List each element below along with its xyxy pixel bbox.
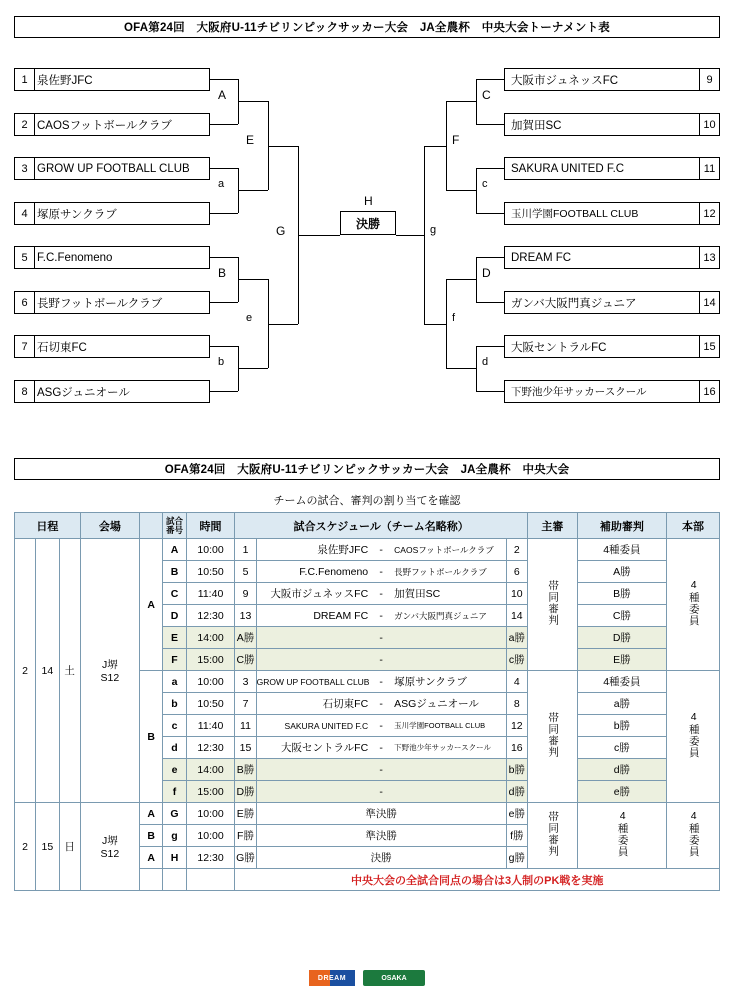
day1-weekday: 土 xyxy=(59,539,80,803)
match-code: a xyxy=(163,671,186,693)
match-right-num: c勝 xyxy=(506,649,527,671)
match-left-num: 1 xyxy=(235,539,256,561)
match-assistant: C勝 xyxy=(577,605,666,627)
bracket-line xyxy=(476,346,477,391)
day2-group: B xyxy=(140,825,163,847)
match-fixture xyxy=(256,583,506,605)
match-left-num: G勝 xyxy=(235,847,256,869)
bracket-line xyxy=(476,79,504,80)
bracket-line xyxy=(210,257,238,258)
match-assistant: a勝 xyxy=(577,693,666,715)
match-left-num: E勝 xyxy=(235,803,256,825)
match-time: 12:30 xyxy=(186,737,235,759)
match-right-num: 8 xyxy=(506,693,527,715)
match-dash: - xyxy=(379,631,383,644)
team-name: 石切東FC xyxy=(37,341,87,354)
match-right-team: 下野池少年サッカースクール xyxy=(394,743,491,752)
team-seed-number: 9 xyxy=(699,69,719,90)
day2-weekday: 日 xyxy=(59,803,80,891)
bracket-line xyxy=(476,124,504,125)
team-name: 玉川学園FOOTBALL CLUB xyxy=(511,208,639,220)
team-name: GROW UP FOOTBALL CLUB xyxy=(37,162,190,175)
team-seed-number: 4 xyxy=(15,203,35,224)
team-name: ASGジュニオール xyxy=(37,386,130,399)
bracket-line xyxy=(210,346,238,347)
match-assistant: c勝 xyxy=(577,737,666,759)
bracket-line xyxy=(446,190,476,191)
bracket-line xyxy=(238,368,268,369)
day2-assistant: 4種委員 xyxy=(577,803,666,869)
bracket-team-left-4 xyxy=(14,202,210,225)
match-left-team: F.C.Fenomeno xyxy=(299,565,369,578)
bracket-node-g: g xyxy=(430,224,437,236)
bracket-node-F: F xyxy=(452,133,460,147)
col-header-match-no: 試合番号 xyxy=(163,513,186,539)
bracket-line xyxy=(298,235,340,236)
match-assistant: D勝 xyxy=(577,627,666,649)
match-assistant: E勝 xyxy=(577,649,666,671)
match-left-num: 15 xyxy=(235,737,256,759)
match-left-team: 大阪セントラルFC xyxy=(280,742,369,754)
day2-day: 15 xyxy=(36,803,59,891)
bracket-line xyxy=(210,391,238,392)
team-seed-number: 15 xyxy=(699,336,719,357)
bracket-line xyxy=(210,79,238,80)
match-code: f xyxy=(163,781,186,803)
match-fixture xyxy=(256,539,506,561)
bracket-node-C: C xyxy=(482,88,491,102)
bracket-team-left-5 xyxy=(14,246,210,269)
match-left-num: 5 xyxy=(235,561,256,583)
match-dash: - xyxy=(379,697,383,710)
bracket-line xyxy=(396,235,424,236)
match-right-team: 玉川学園FOOTBALL CLUB xyxy=(394,721,486,730)
match-right-team: ASGジュニオール xyxy=(394,698,479,710)
match-code: E xyxy=(163,627,186,649)
day1-groupB-label: B xyxy=(140,671,163,803)
match-right-team: 長野フットボールクラブ xyxy=(394,566,487,577)
schedule-subnote: チームの試合、審判の割り当てを確認 xyxy=(273,495,461,507)
footer-logos xyxy=(0,970,734,986)
match-code: A xyxy=(163,539,186,561)
col-header-assistant: 補助審判 xyxy=(577,513,666,539)
match-right-num: e勝 xyxy=(506,803,527,825)
match-fixture xyxy=(256,715,506,737)
bracket-line xyxy=(424,146,446,147)
match-left-team: 泉佐野JFC xyxy=(317,544,369,556)
match-right-num: 6 xyxy=(506,561,527,583)
match-time: 12:30 xyxy=(186,605,235,627)
day1-groupB-referee: 帯同審判 xyxy=(527,671,577,803)
bracket-team-right-13 xyxy=(504,246,720,269)
match-right-num: 2 xyxy=(506,539,527,561)
match-time: 15:00 xyxy=(186,781,235,803)
match-right-num: 14 xyxy=(506,605,527,627)
day2-referee: 帯同審判 xyxy=(527,803,577,869)
col-header-venue: 会場 xyxy=(80,513,139,539)
match-right-team: 加賀田SC xyxy=(394,588,441,600)
match-code: e xyxy=(163,759,186,781)
match-code: G xyxy=(163,803,186,825)
team-seed-number: 8 xyxy=(15,381,35,402)
bracket-node-D: D xyxy=(482,266,491,280)
match-code: b xyxy=(163,693,186,715)
match-left-num: 9 xyxy=(235,583,256,605)
day1-groupA-referee: 帯同審判 xyxy=(527,539,577,671)
day1-venue-line2: S12 xyxy=(100,672,120,684)
match-code: B xyxy=(163,561,186,583)
bracket-team-left-7 xyxy=(14,335,210,358)
match-time: 12:30 xyxy=(186,847,235,869)
team-seed-number: 14 xyxy=(699,292,719,313)
col-header-time: 時間 xyxy=(186,513,235,539)
match-assistant: e勝 xyxy=(577,781,666,803)
match-right-num: 16 xyxy=(506,737,527,759)
bracket-line xyxy=(210,124,238,125)
team-name: 塚原サンクラブ xyxy=(37,208,117,221)
osaka-football-association-logo: OSAKA xyxy=(363,970,425,986)
team-name: ガンバ大阪門真ジュニア xyxy=(511,297,637,310)
match-dash: - xyxy=(379,675,383,688)
match-time: 11:40 xyxy=(186,583,235,605)
bracket-node-d: d xyxy=(482,356,489,368)
match-time: 10:50 xyxy=(186,693,235,715)
table-row xyxy=(15,539,720,561)
match-time: 10:00 xyxy=(186,803,235,825)
team-name: SAKURA UNITED F.C xyxy=(511,162,625,175)
match-dash: - xyxy=(379,565,383,578)
match-left-num: 13 xyxy=(235,605,256,627)
bracket-team-left-2 xyxy=(14,113,210,136)
bracket-title: OFA第24回 大阪府U-11チビリンピックサッカー大会 JA全農杯 中央大会トーナメント表 xyxy=(14,16,720,38)
bracket-line xyxy=(238,101,268,102)
match-left-num: F勝 xyxy=(235,825,256,847)
match-left-team: SAKURA UNITED F.C xyxy=(284,720,369,731)
day1-venue xyxy=(80,539,139,803)
bracket-line xyxy=(238,190,268,191)
bracket-team-right-15 xyxy=(504,335,720,358)
match-right-num: 12 xyxy=(506,715,527,737)
final-label: 決勝 xyxy=(355,216,380,231)
table-header-row xyxy=(15,513,720,539)
match-dash: - xyxy=(379,653,383,666)
match-left-num: 11 xyxy=(235,715,256,737)
bracket-line xyxy=(238,279,268,280)
col-header-date: 日程 xyxy=(15,513,81,539)
match-time: 10:50 xyxy=(186,561,235,583)
bracket-team-left-3 xyxy=(14,157,210,180)
col-header-fixture: 試合スケジュール（チーム名略称） xyxy=(235,513,527,539)
bracket-node-e: e xyxy=(246,312,253,324)
match-time: 10:00 xyxy=(186,671,235,693)
pk-note: 中央大会の全試合同点の場合は3人制のPK戦を実施 xyxy=(235,869,720,891)
team-name: 泉佐野JFC xyxy=(37,74,93,87)
team-seed-number: 16 xyxy=(699,381,719,402)
schedule-table xyxy=(14,512,720,891)
team-name: 加賀田SC xyxy=(511,119,562,132)
day2-group: A xyxy=(140,803,163,825)
bracket-team-right-16 xyxy=(504,380,720,403)
day1-month: 2 xyxy=(15,539,36,803)
bracket-team-right-14 xyxy=(504,291,720,314)
match-fixture xyxy=(256,737,506,759)
tournament-bracket xyxy=(0,46,734,446)
bracket-line xyxy=(476,257,504,258)
bracket-team-right-9 xyxy=(504,68,720,91)
day1-groupA-hq: 4種委員 xyxy=(666,539,719,671)
match-fixture xyxy=(256,561,506,583)
bracket-line xyxy=(476,168,504,169)
bracket-node-B: B xyxy=(218,266,227,280)
bracket-line xyxy=(476,79,477,124)
match-fixture xyxy=(256,671,506,693)
bracket-team-left-6 xyxy=(14,291,210,314)
match-left-num: D勝 xyxy=(235,781,256,803)
bracket-line xyxy=(268,324,298,325)
day2-venue-line1: J堺 xyxy=(101,835,118,847)
match-assistant: 4種委員 xyxy=(577,671,666,693)
bracket-line xyxy=(446,279,476,280)
bracket-node-E: E xyxy=(246,133,255,147)
match-time: 10:00 xyxy=(186,825,235,847)
match-code: C xyxy=(163,583,186,605)
match-assistant: b勝 xyxy=(577,715,666,737)
match-fixture xyxy=(256,649,506,671)
bracket-line xyxy=(476,257,477,302)
match-left-team: GROW UP FOOTBALL CLUB xyxy=(256,676,370,687)
match-dash: - xyxy=(379,785,383,798)
match-assistant: 4種委員 xyxy=(577,539,666,561)
match-fixture xyxy=(256,627,506,649)
match-fixture xyxy=(256,605,506,627)
match-left-team: 大阪市ジュネッスFC xyxy=(270,588,369,600)
bracket-line xyxy=(446,101,447,190)
day1-venue-line1: J堺 xyxy=(101,659,118,671)
match-right-num: b勝 xyxy=(506,759,527,781)
day1-groupA-label: A xyxy=(140,539,163,671)
match-left-team: DREAM FC xyxy=(313,609,369,622)
match-fixture xyxy=(256,759,506,781)
match-assistant: B勝 xyxy=(577,583,666,605)
match-time: 15:00 xyxy=(186,649,235,671)
team-seed-number: 1 xyxy=(15,69,35,90)
day2-venue xyxy=(80,803,139,891)
match-dash: - xyxy=(379,719,383,732)
team-name: CAOSフットボールクラブ xyxy=(37,119,172,132)
match-code: g xyxy=(163,825,186,847)
bracket-line xyxy=(476,346,504,347)
bracket-team-left-1 xyxy=(14,68,210,91)
bracket-team-right-10 xyxy=(504,113,720,136)
bracket-node-c: c xyxy=(482,178,488,190)
bracket-node-a: a xyxy=(218,178,225,190)
match-assistant: d勝 xyxy=(577,759,666,781)
col-header-referee: 主審 xyxy=(527,513,577,539)
day1-groupB-hq: 4種委員 xyxy=(666,671,719,803)
match-time: 10:00 xyxy=(186,539,235,561)
match-left-num: 3 xyxy=(235,671,256,693)
day1-day: 14 xyxy=(36,539,59,803)
bracket-line xyxy=(476,391,504,392)
team-seed-number: 6 xyxy=(15,292,35,313)
bracket-line xyxy=(424,324,446,325)
match-time: 14:00 xyxy=(186,627,235,649)
match-right-num: d勝 xyxy=(506,781,527,803)
col-header-hq: 本部 xyxy=(666,513,719,539)
team-name: 下野池少年サッカースクール xyxy=(511,386,647,398)
match-right-num: 4 xyxy=(506,671,527,693)
bracket-line xyxy=(476,168,477,213)
team-seed-number: 12 xyxy=(699,203,719,224)
bracket-team-right-12 xyxy=(504,202,720,225)
final-match-box xyxy=(340,211,396,235)
bracket-node-H: H xyxy=(364,194,373,208)
day2-group: A xyxy=(140,847,163,869)
dream-logo: DREAM xyxy=(309,970,355,986)
team-name: 長野フットボールクラブ xyxy=(37,297,163,310)
team-name: DREAM FC xyxy=(511,251,572,264)
match-left-num: C勝 xyxy=(235,649,256,671)
bracket-team-left-8 xyxy=(14,380,210,403)
table-row xyxy=(15,803,720,825)
match-dash: - xyxy=(379,741,383,754)
bracket-line xyxy=(210,213,238,214)
team-name: 大阪市ジュネッスFC xyxy=(511,74,619,87)
match-right-num: f勝 xyxy=(506,825,527,847)
match-time: 14:00 xyxy=(186,759,235,781)
team-seed-number: 5 xyxy=(15,247,35,268)
bracket-node-G: G xyxy=(276,224,286,238)
day2-hq: 4種委員 xyxy=(666,803,719,869)
bracket-line xyxy=(446,279,447,368)
team-seed-number: 11 xyxy=(699,158,719,179)
match-code: c xyxy=(163,715,186,737)
team-seed-number: 10 xyxy=(699,114,719,135)
team-name: F.C.Fenomeno xyxy=(37,251,113,264)
match-fixture xyxy=(256,781,506,803)
match-right-team: ガンバ大阪門真ジュニア xyxy=(394,610,487,621)
bracket-line xyxy=(210,168,238,169)
team-seed-number: 3 xyxy=(15,158,35,179)
match-code: F xyxy=(163,649,186,671)
bracket-line xyxy=(476,302,504,303)
match-left-num: 7 xyxy=(235,693,256,715)
match-left-num: A勝 xyxy=(235,627,256,649)
match-dash: - xyxy=(379,763,383,776)
match-fixture xyxy=(256,693,506,715)
match-code: d xyxy=(163,737,186,759)
team-seed-number: 13 xyxy=(699,247,719,268)
bracket-node-f: f xyxy=(452,312,456,324)
day2-venue-line2: S12 xyxy=(100,848,120,860)
match-dash: - xyxy=(379,587,383,600)
bracket-line xyxy=(424,146,425,324)
match-right-num: 10 xyxy=(506,583,527,605)
day2-month: 2 xyxy=(15,803,36,891)
bracket-line xyxy=(268,146,298,147)
match-left-num: B勝 xyxy=(235,759,256,781)
bracket-node-b: b xyxy=(218,356,225,368)
team-seed-number: 7 xyxy=(15,336,35,357)
match-dash: - xyxy=(379,609,383,622)
match-left-team: 石切東FC xyxy=(322,698,369,710)
match-stage: 準決勝 xyxy=(256,803,506,825)
match-stage: 準決勝 xyxy=(256,825,506,847)
match-right-team: 塚原サンクラブ xyxy=(394,676,467,688)
match-assistant: A勝 xyxy=(577,561,666,583)
bracket-node-A: A xyxy=(218,88,227,102)
match-code: H xyxy=(163,847,186,869)
team-seed-number: 2 xyxy=(15,114,35,135)
match-code: D xyxy=(163,605,186,627)
match-dash: - xyxy=(379,543,383,556)
match-time: 11:40 xyxy=(186,715,235,737)
bracket-line xyxy=(446,368,476,369)
bracket-line xyxy=(446,101,476,102)
bracket-team-right-11 xyxy=(504,157,720,180)
match-stage: 決勝 xyxy=(256,847,506,869)
bracket-line xyxy=(210,302,238,303)
schedule-title: OFA第24回 大阪府U-11チビリンピックサッカー大会 JA全農杯 中央大会 xyxy=(14,458,720,480)
match-right-num: a勝 xyxy=(506,627,527,649)
match-right-team: CAOSフットボールクラブ xyxy=(394,544,494,555)
bracket-line xyxy=(476,213,504,214)
match-right-num: g勝 xyxy=(506,847,527,869)
team-name: 大阪セントラルFC xyxy=(511,341,607,354)
